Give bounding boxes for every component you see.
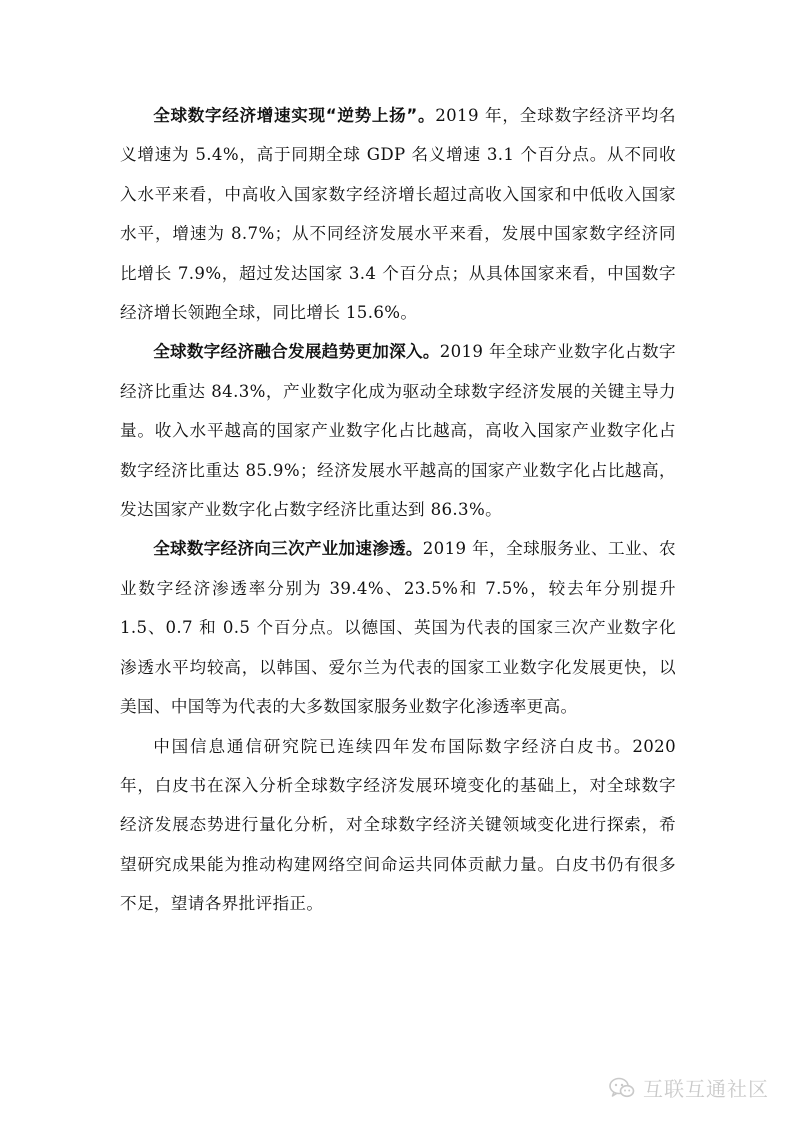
watermark-text: 互联互通社区 xyxy=(643,1077,769,1101)
paragraph-growth xyxy=(120,96,676,332)
paragraph-penetration xyxy=(120,529,676,726)
document-body xyxy=(120,96,676,924)
paragraph-text: 2019 年，全球服务业、工业、农业数字经济渗透率分别为 39.4%、23.5%和 7.5%，较去年分别提升 1.5、0.7 和 0.5 个百分点。以德国、英国为代表的国家三次产业数字化渗透水平均较高，以韩国、爱尔兰为代表的国家工业数字化发展更快，以美国、中国等为代表的大多数国家服务业数字化渗透率更高。 xyxy=(120,539,676,717)
paragraph-lead: 全球数字经济向三次产业加速渗透。 xyxy=(153,539,423,559)
paragraph-conclusion xyxy=(120,727,676,924)
watermark xyxy=(609,1073,769,1102)
paragraph-lead: 全球数字经济增速实现“逆势上扬”。 xyxy=(153,106,436,125)
paragraph-text: 2019 年，全球数字经济平均名义增速为 5.4%，高于同期全球 GDP 名义增速 3.1 个百分点。从不同收入水平来看，中高收入国家数字经济增长超过高收入国家和中低收入国家水平，增速为 8.7%；从不同经济发展水平来看，发展中国家数字经济同比增长 7.9%，超过发达国家 3.4 个百分点；从具体国家来看，中国数字经济增长领跑全球，同比增长 15.6%。 xyxy=(120,106,676,323)
paragraph-lead: 全球数字经济融合发展趋势更加深入。 xyxy=(153,342,440,362)
wechat-icon xyxy=(609,1077,635,1099)
paragraph-integration xyxy=(120,332,676,529)
paragraph-text: 中国信息通信研究院已连续四年发布国际数字经济白皮书。2020 年，白皮书在深入分析全球数字经济发展环境变化的基础上，对全球数字经济发展态势进行量化分析，对全球数字经济关键领域变化进行探索，希望研究成果能为推动构建网络空间命运共同体贡献力量。白皮书仍有很多不足，望请各界批评指正。 xyxy=(120,736,676,914)
paragraph-text: 2019 年全球产业数字化占数字经济比重达 84.3%，产业数字化成为驱动全球数字经济发展的关键主导力量。收入水平越高的国家产业数字化占比越高，高收入国家产业数字化占数字经济比重达 85.9%；经济发展水平越高的国家产业数字化占比越高，发达国家产业数字化占数字经济比重达到 86.3%。 xyxy=(120,342,676,520)
